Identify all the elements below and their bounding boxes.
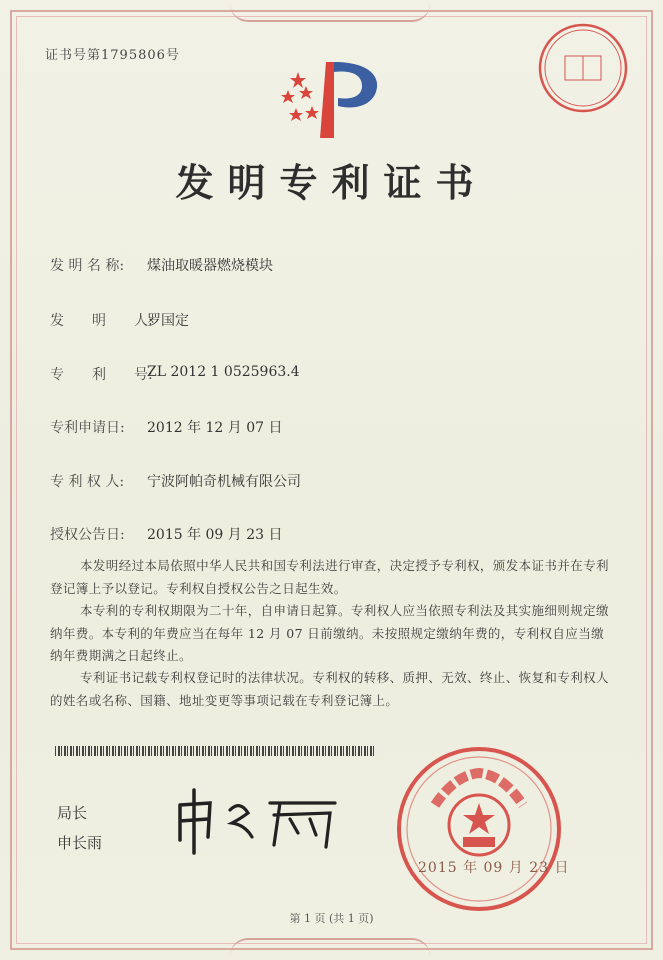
agency-seal-icon [537, 22, 629, 114]
patent-office-logo-icon [276, 56, 386, 142]
application-date-label: 专利申请日: [50, 420, 125, 436]
bottom-ornament [230, 938, 430, 956]
invention-name-value: 煤油取暖器燃烧模块 [147, 258, 273, 274]
director-signature-icon [170, 785, 350, 855]
inventor-label: 发 明 人: [50, 313, 153, 329]
certificate-title: 发明专利证书 [175, 160, 488, 205]
application-date-value: 2012 年 12 月 07 日 [147, 420, 283, 436]
top-ornament [230, 4, 430, 22]
grant-date-value: 2015 年 09 月 23 日 [147, 527, 283, 543]
grant-date-label: 授权公告日: [50, 527, 125, 543]
patent-number-value: ZL 2012 1 0525963.4 [147, 364, 300, 380]
barcode [55, 746, 375, 756]
patentee-value: 宁波阿帕奇机械有限公司 [147, 474, 301, 490]
seal-date: 2015 年 09 月 23 日 [418, 860, 570, 876]
national-ip-office-seal-icon [395, 745, 563, 913]
inventor-value: 罗国定 [147, 313, 189, 329]
invention-name-label: 发 明 名 称: [50, 258, 125, 274]
page-footer: 第 1 页 (共 1 页) [289, 912, 374, 925]
body-paragraph-2: 本专利的专利权期限为二十年，自申请日起算。专利权人应当依照专利法及其实施细则规定缴纳年费。本专利的年费应当在每年 12 月 07 日前缴纳。未按照规定缴纳年费的，专利权自应当缴纳年费期满之日起终止。 [50, 603, 609, 663]
patentee-label: 专 利 权 人: [50, 474, 125, 490]
patent-number-label: 专 利 号: [50, 367, 153, 383]
certificate-number: 证书号第1795806号 [45, 48, 180, 63]
body-paragraph-3: 专利证书记载专利权登记时的法律状况。专利权的转移、质押、无效、终止、恢复和专利权人的姓名或名称、国籍、地址变更等事项记载在专利登记簿上。 [50, 670, 609, 708]
director-title: 局长 [57, 804, 88, 822]
director-name: 申长雨 [57, 834, 103, 852]
body-paragraph-1: 本发明经过本局依照中华人民共和国专利法进行审查，决定授予专利权，颁发本证书并在专利登记簿上予以登记。专利权自授权公告之日起生效。 [50, 558, 609, 596]
